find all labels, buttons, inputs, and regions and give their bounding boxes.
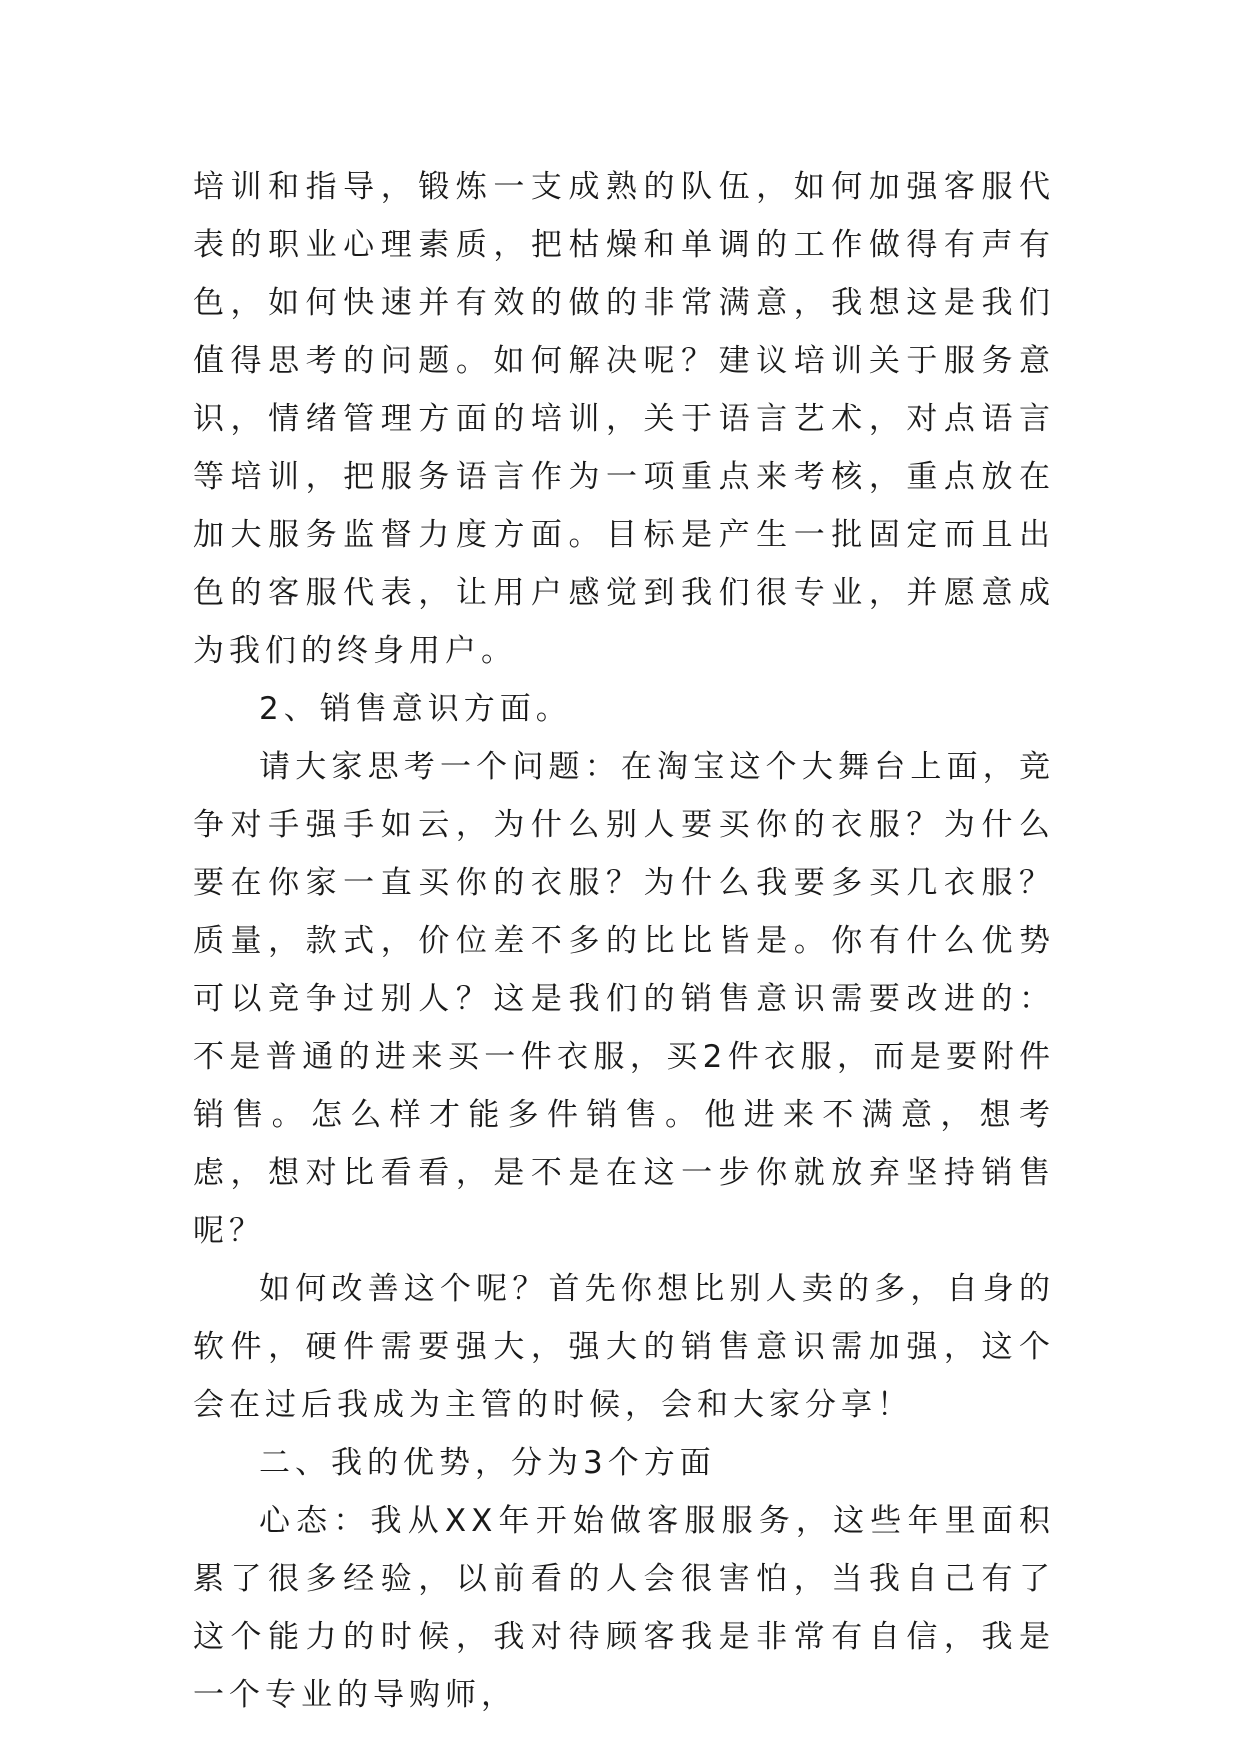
paragraph-improvement: 如何改善这个呢？首先你想比别人卖的多，自身的软件，硬件需要强大，强大的销售意识需加强，这个会在过后我成为主管的时候，会和大家分享！ xyxy=(193,1271,1055,1423)
paragraph-advantages-heading: 二、我的优势，分为3个方面 xyxy=(259,1445,716,1481)
paragraph-training: 培训和指导，锻炼一支成熟的队伍，如何加强客服代表的职业心理素质，把枯燥和单调的工作做得有声有色，如何快速并有效的做的非常满意，我想这是我们值得思考的问题。如何解决呢？建议培训关于服务意识，情绪管理方面的培训，关于语言艺术，对点语言等培训，把服务语言作为一项重点来考核，重点放在加大服务监督力度方面。目标是产生一批固定而且出色的客服代表，让用户感觉到我们很专业，并愿意成为我们的终身用户。 xyxy=(193,169,1055,669)
paragraph-sales-heading: 2、销售意识方面。 xyxy=(259,691,572,727)
paragraph-sales-question: 请大家思考一个问题：在淘宝这个大舞台上面，竞争对手强手如云，为什么别人要买你的衣服？为什么要在你家一直买你的衣服？为什么我要多买几衣服？质量，款式，价位差不多的比比皆是。你有什么优势可以竞争过别人？这是我们的销售意识需要改进的：不是普通的进来买一件衣服，买2件衣服，而是要附件销售。怎么样才能多件销售。他进来不满意，想考虑，想对比看看，是不是在这一步你就放弃坚持销售呢？ xyxy=(193,749,1055,1249)
paragraph-mindset: 心态：我从XX年开始做客服服务，这些年里面积累了很多经验，以前看的人会很害怕，当我自己有了这个能力的时候，我对待顾客我是非常有自信，我是一个专业的导购师， xyxy=(193,1503,1055,1713)
document-body xyxy=(193,158,1055,1724)
